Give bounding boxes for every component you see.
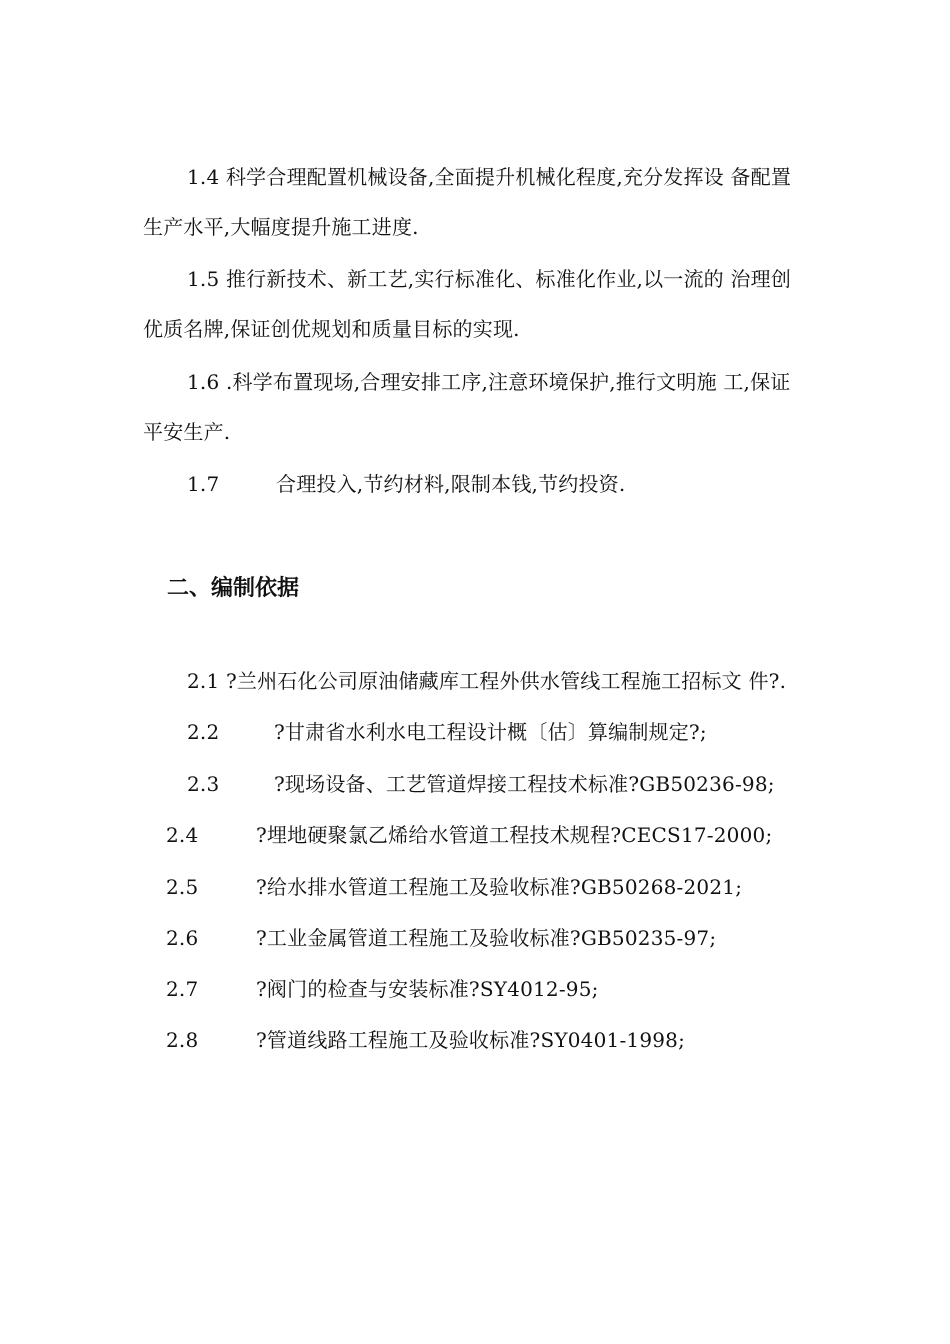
item-1-6-line-1: 1.6 .科学布置现场,合理安排工序,注意环境保护,推行文明施 工,保证 [187,370,791,394]
item-1-7-number: 1.7 [187,472,220,496]
item-2-3-text: ?现场设备、工艺管道焊接工程技术标准?GB50236-98; [274,772,775,796]
item-1-5-line-1: 1.5 推行新技术、新工艺,实行标准化、标准化作业,以一流的 治理创 [187,267,792,291]
item-2-3-number: 2.3 [187,772,220,796]
item-2-8-text: ?管道线路工程施工及验收标准?SY0401-1998; [256,1028,686,1052]
item-2-7-number: 2.7 [166,977,199,1001]
item-2-6-number: 2.6 [166,926,199,950]
item-2-2-text: ?甘肃省水利水电工程设计概〔估〕算编制规定?; [274,720,707,744]
item-2-5-text: ?给水排水管道工程施工及验收标准?GB50268-2021; [256,875,743,899]
item-1-6-line-2: 平安生产. [143,420,231,444]
item-2-6-text: ?工业金属管道工程施工及验收标准?GB50235-97; [256,926,717,950]
item-2-4-text: ?埋地硬聚氯乙烯给水管道工程技术规程?CECS17-2000; [256,823,773,847]
item-1-4-line-2: 生产水平,大幅度提升施工进度. [143,215,419,239]
item-2-7-text: ?阀门的检查与安装标准?SY4012-95; [256,977,599,1001]
item-2-4-number: 2.4 [166,823,199,847]
item-1-5-line-2: 优质名牌,保证创优规划和质量目标的实现. [143,317,520,341]
item-2-2-number: 2.2 [187,720,220,744]
item-2-5-number: 2.5 [166,875,199,899]
item-2-8-number: 2.8 [166,1028,199,1052]
section-2-heading: 二、编制依据 [167,576,300,601]
item-2-1: 2.1 ?兰州石化公司原油储藏库工程外供水管线工程施工招标文 件?. [187,669,787,693]
item-1-7-text: 合理投入,节约材料,限制本钱,节约投资. [276,472,626,496]
item-1-4-line-1: 1.4 科学合理配置机械设备,全面提升机械化程度,充分发挥设 备配置 [187,165,792,189]
